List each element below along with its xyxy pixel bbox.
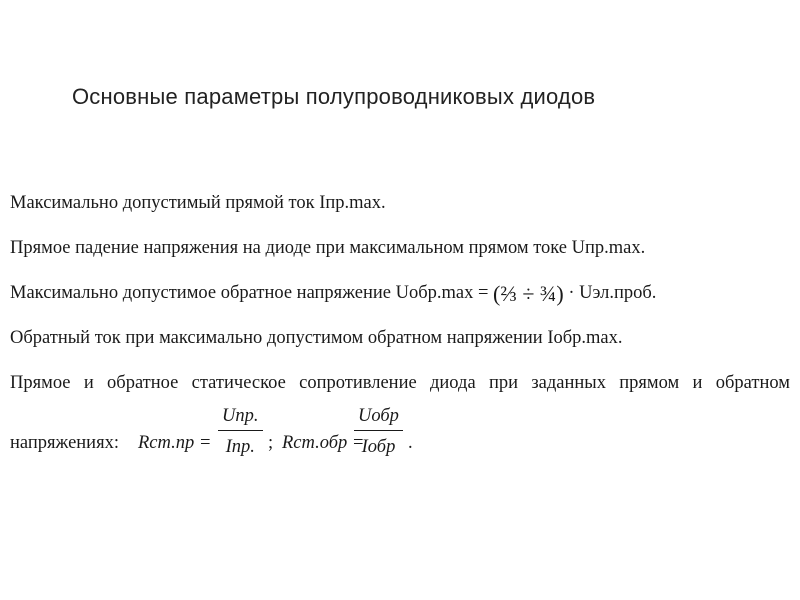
page-title: Основные параметры полупроводниковых диодов [72, 84, 596, 109]
forward-resistance-label: Rст.пр = [138, 433, 212, 453]
formula-separator: ; [268, 433, 274, 453]
parameters-list [10, 190, 790, 498]
voltage-ratio-fraction: (⅔ ÷ ¾) [493, 280, 564, 306]
resistance-formula [10, 408, 790, 498]
formula-lead-text: напряжениях: [10, 433, 119, 453]
reverse-resistance-fraction [354, 404, 403, 459]
param-static-resistance: Прямое и обратное статическое сопротивление диода при заданных прямом и обратном [10, 373, 790, 393]
reverse-resistance-denominator: Iобр [361, 437, 396, 457]
forward-resistance-numerator: Uпр. [218, 404, 263, 431]
forward-resistance-denominator: Iпр. [225, 437, 255, 457]
param-max-reverse-voltage-text: Максимально допустимое обратное напряжение Uобр.max = [10, 283, 494, 303]
param-reverse-current: Обратный ток при максимально допустимом обратном напряжении Iобр.max. [10, 328, 623, 348]
param-max-reverse-voltage-suffix: · Uэл.проб. [563, 283, 657, 303]
param-max-reverse-voltage [10, 280, 790, 325]
param-forward-voltage-drop: Прямое падение напряжения на диоде при максимальном прямом токе Uпр.max. [10, 238, 646, 258]
param-max-forward-current: Максимально допустимый прямой ток Iпр.max. [10, 193, 386, 213]
reverse-resistance-numerator: Uобр [354, 404, 403, 431]
forward-resistance-fraction [218, 404, 263, 459]
formula-end: . [408, 433, 413, 453]
reverse-resistance-label: Rст.обр = [282, 433, 365, 453]
